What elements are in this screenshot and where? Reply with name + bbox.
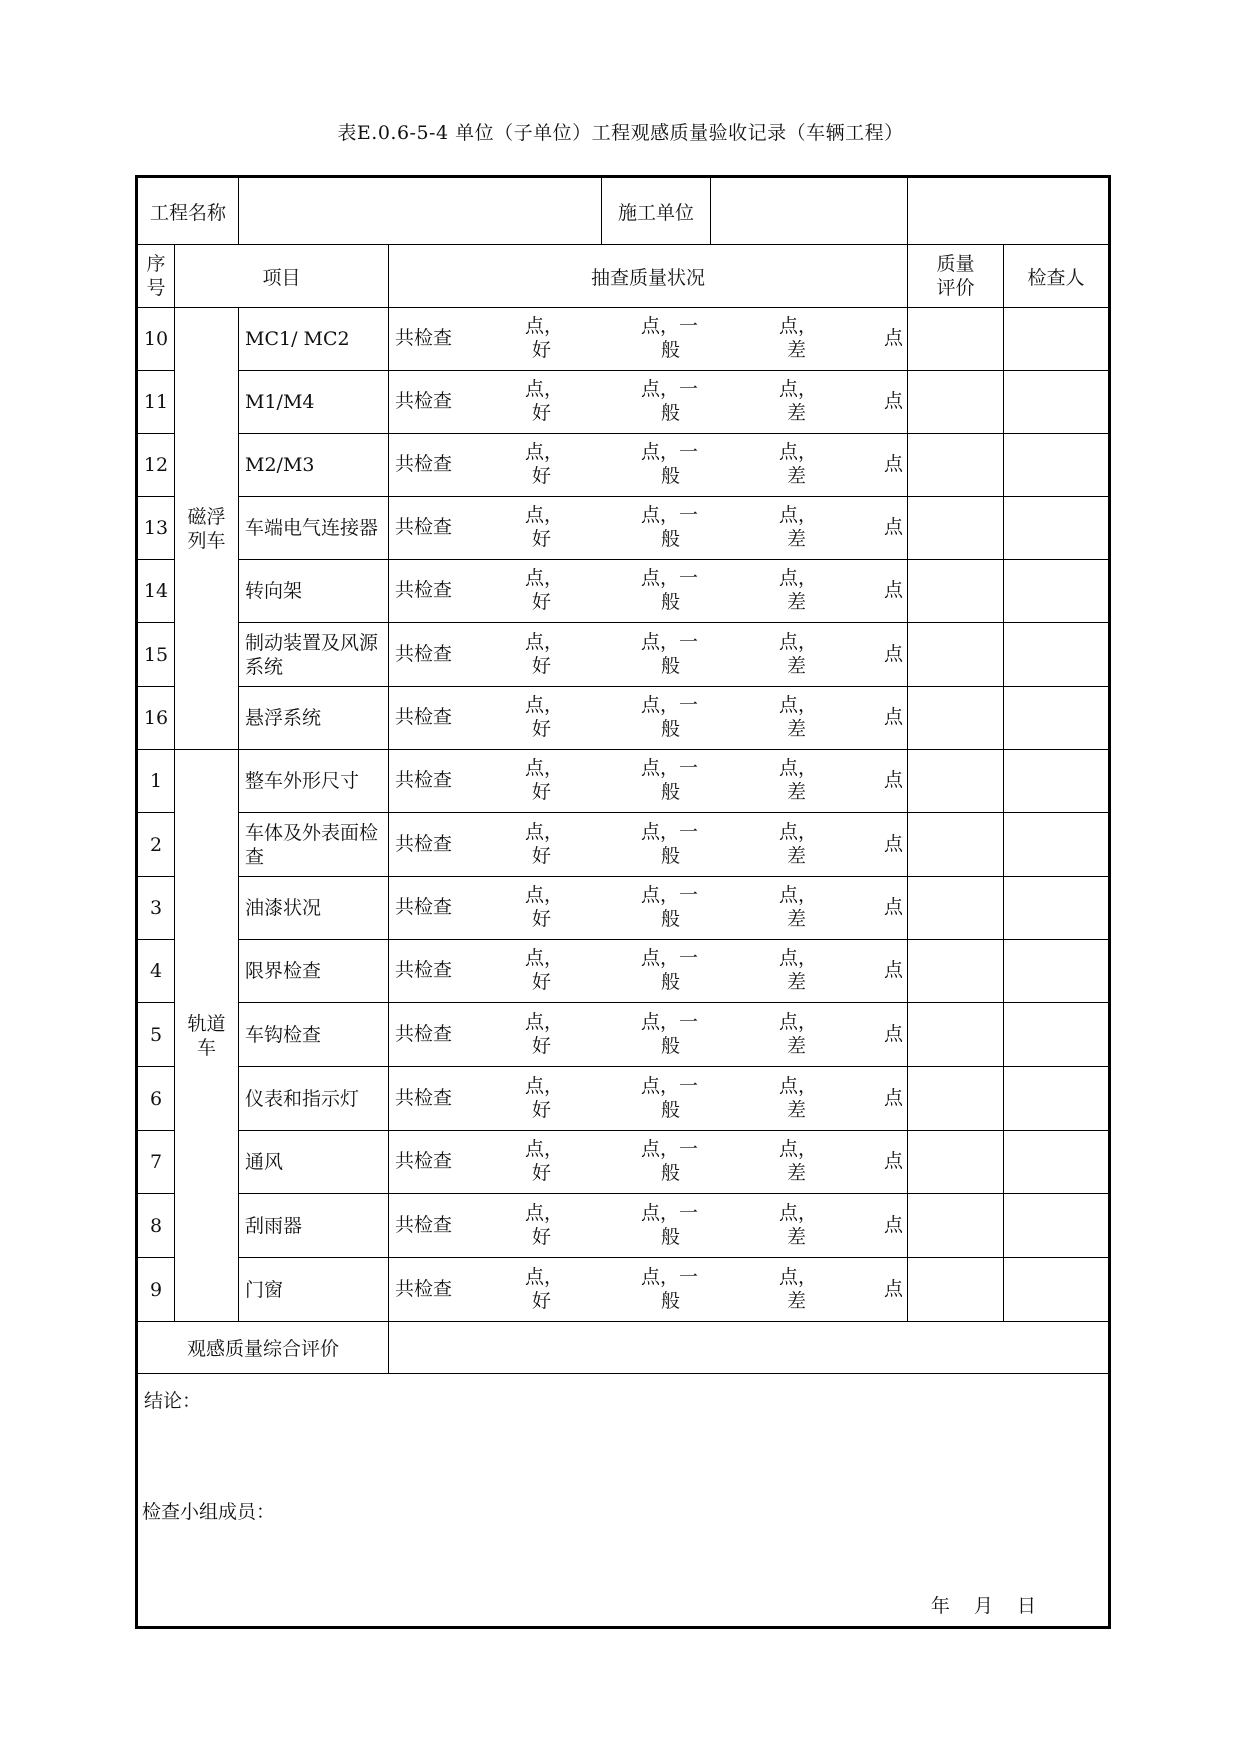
contractor-field[interactable] xyxy=(908,177,1110,245)
point-label: 点， xyxy=(525,884,564,906)
good-label: 好 xyxy=(532,591,552,613)
members-label: 检查小组成员： xyxy=(142,1501,276,1523)
total-label: 共检查 xyxy=(395,1277,453,1300)
point-label: 点 xyxy=(884,642,904,665)
table-row xyxy=(137,308,1110,371)
point-label: 点， xyxy=(779,630,818,653)
general-label: 般 xyxy=(661,781,681,803)
table-row xyxy=(137,750,1110,813)
point-label: 点 xyxy=(884,516,904,538)
inspector-field[interactable] xyxy=(1004,1003,1110,1067)
bad-label: 差 xyxy=(787,465,807,487)
group-name: 磁浮列车 xyxy=(175,308,239,750)
table-row xyxy=(137,1258,1110,1322)
project-name-label: 工程名称 xyxy=(137,177,239,245)
good-label: 好 xyxy=(532,718,552,740)
point-label: 点 xyxy=(884,327,904,349)
form-title: 表E.0.6-5-4 单位（子单位）工程观感质量验收记录（车辆工程） xyxy=(337,122,904,144)
bad-label: 差 xyxy=(787,1289,807,1312)
total-label: 共检查 xyxy=(395,1213,453,1236)
inspector-field[interactable] xyxy=(1004,1067,1110,1131)
row-number: 2 xyxy=(137,813,175,877)
total-label: 共检查 xyxy=(395,642,453,665)
contractor-label: 施工单位 xyxy=(601,178,710,244)
rating-field[interactable] xyxy=(908,1131,1004,1194)
point-label: 点，一 xyxy=(641,1138,699,1160)
general-label: 般 xyxy=(661,528,681,550)
conclusion-field[interactable] xyxy=(137,1374,1110,1628)
rating-field[interactable] xyxy=(908,1194,1004,1258)
point-label: 点， xyxy=(779,378,818,400)
rating-field[interactable] xyxy=(908,371,1004,434)
good-label: 好 xyxy=(532,1289,552,1312)
point-label: 点，一 xyxy=(641,630,699,653)
general-label: 般 xyxy=(661,1162,681,1184)
point-label: 点， xyxy=(779,1138,818,1160)
point-label: 点，一 xyxy=(641,315,699,337)
point-label: 点， xyxy=(525,378,564,400)
bad-label: 差 xyxy=(787,1098,807,1121)
bad-label: 差 xyxy=(787,339,807,361)
row-number: 3 xyxy=(137,877,175,940)
point-label: 点 xyxy=(884,453,904,475)
inspector-field[interactable] xyxy=(1004,623,1110,687)
point-label: 点 xyxy=(884,1022,904,1045)
total-label: 共检查 xyxy=(395,1022,453,1045)
item-name: M1/M4 xyxy=(239,371,389,434)
table-row xyxy=(137,877,1110,940)
bad-label: 差 xyxy=(787,781,807,803)
conclusion-label: 结论： xyxy=(144,1390,202,1412)
general-label: 般 xyxy=(661,844,681,867)
project-name-field[interactable] xyxy=(239,178,601,244)
good-label: 好 xyxy=(532,971,552,993)
table-row xyxy=(137,371,1110,434)
contractor-field-left xyxy=(710,178,907,244)
point-label: 点 xyxy=(884,1277,904,1300)
condition-cell[interactable] xyxy=(389,1131,908,1194)
inspection-form xyxy=(135,175,1111,1629)
general-label: 般 xyxy=(661,908,681,930)
item-name: 限界检查 xyxy=(239,940,389,1003)
point-label: 点， xyxy=(525,694,564,716)
rating-field[interactable] xyxy=(908,1003,1004,1067)
inspector-field[interactable] xyxy=(1004,497,1110,560)
good-label: 好 xyxy=(532,1225,552,1248)
table-row xyxy=(137,813,1110,877)
point-label: 点， xyxy=(525,315,564,337)
point-label: 点，一 xyxy=(641,504,699,526)
point-label: 点， xyxy=(779,1265,818,1288)
good-label: 好 xyxy=(532,908,552,930)
point-label: 点， xyxy=(779,1201,818,1224)
row-number: 15 xyxy=(137,623,175,687)
item-name: M2/M3 xyxy=(239,434,389,497)
total-label: 共检查 xyxy=(395,579,453,601)
col-condition: 抽查质量状况 xyxy=(389,245,908,308)
condition-cell[interactable] xyxy=(389,750,908,813)
point-label: 点， xyxy=(525,1074,564,1097)
row-number: 11 xyxy=(137,371,175,434)
row-number: 10 xyxy=(137,308,175,371)
item-name: 车体及外表面检查 xyxy=(239,813,389,877)
inspector-field[interactable] xyxy=(1004,1194,1110,1258)
table-row xyxy=(137,434,1110,497)
point-label: 点， xyxy=(525,757,564,779)
bad-label: 差 xyxy=(787,654,807,677)
item-name: 车端电气连接器 xyxy=(239,497,389,560)
rating-field[interactable] xyxy=(908,813,1004,877)
point-label: 点 xyxy=(884,579,904,601)
point-label: 点，一 xyxy=(641,820,699,843)
row-number: 6 xyxy=(137,1067,175,1131)
inspector-field[interactable] xyxy=(1004,877,1110,940)
item-name: 整车外形尺寸 xyxy=(239,750,389,813)
point-label: 点 xyxy=(884,390,904,412)
good-label: 好 xyxy=(532,654,552,677)
point-label: 点， xyxy=(525,1010,564,1033)
rating-field[interactable] xyxy=(908,1258,1004,1322)
inspector-field[interactable] xyxy=(1004,940,1110,1003)
col-rating: 质量评价 xyxy=(908,245,1004,308)
good-label: 好 xyxy=(532,339,552,361)
general-label: 般 xyxy=(661,718,681,740)
good-label: 好 xyxy=(532,1098,552,1121)
rating-field[interactable] xyxy=(908,877,1004,940)
general-label: 般 xyxy=(661,339,681,361)
point-label: 点， xyxy=(779,820,818,843)
item-name: MC1/ MC2 xyxy=(239,308,389,371)
header-row xyxy=(137,177,1110,245)
general-label: 般 xyxy=(661,1098,681,1121)
condition-cell[interactable] xyxy=(389,1003,908,1067)
point-label: 点 xyxy=(884,1086,904,1109)
condition-cell[interactable] xyxy=(389,371,908,434)
condition-cell[interactable] xyxy=(389,497,908,560)
general-label: 般 xyxy=(661,465,681,487)
condition-cell[interactable] xyxy=(389,1258,908,1322)
total-label: 共检查 xyxy=(395,896,453,918)
item-name: 刮雨器 xyxy=(239,1194,389,1258)
point-label: 点， xyxy=(779,1010,818,1033)
point-label: 点，一 xyxy=(641,1074,699,1097)
bad-label: 差 xyxy=(787,718,807,740)
point-label: 点， xyxy=(525,441,564,463)
total-label: 共检查 xyxy=(395,516,453,538)
table-row xyxy=(137,940,1110,1003)
col-item: 项目 xyxy=(175,245,389,308)
point-label: 点， xyxy=(525,1265,564,1288)
bad-label: 差 xyxy=(787,844,807,867)
point-label: 点， xyxy=(525,1201,564,1224)
overall-row xyxy=(137,1322,1110,1374)
table-row xyxy=(137,497,1110,560)
general-label: 般 xyxy=(661,402,681,424)
point-label: 点，一 xyxy=(641,694,699,716)
point-label: 点，一 xyxy=(641,378,699,400)
total-label: 共检查 xyxy=(395,769,453,791)
overall-field[interactable] xyxy=(389,1322,1110,1374)
condition-cell[interactable] xyxy=(389,434,908,497)
rating-field[interactable] xyxy=(908,750,1004,813)
total-label: 共检查 xyxy=(395,453,453,475)
col-inspector: 检查人 xyxy=(1004,245,1110,308)
item-name: 油漆状况 xyxy=(239,877,389,940)
bad-label: 差 xyxy=(787,591,807,613)
bad-label: 差 xyxy=(787,908,807,930)
inspector-field[interactable] xyxy=(1004,687,1110,750)
point-label: 点， xyxy=(779,757,818,779)
point-label: 点， xyxy=(525,567,564,589)
point-label: 点， xyxy=(525,1138,564,1160)
point-label: 点 xyxy=(884,832,904,855)
condition-cell[interactable] xyxy=(389,623,908,687)
item-name: 仪表和指示灯 xyxy=(239,1067,389,1131)
table-row xyxy=(137,1003,1110,1067)
general-label: 般 xyxy=(661,591,681,613)
total-label: 共检查 xyxy=(395,1150,453,1172)
condition-cell[interactable] xyxy=(389,1067,908,1131)
good-label: 好 xyxy=(532,528,552,550)
point-label: 点 xyxy=(884,769,904,791)
table-row xyxy=(137,1131,1110,1194)
point-label: 点，一 xyxy=(641,1010,699,1033)
row-number: 16 xyxy=(137,687,175,750)
point-label: 点 xyxy=(884,706,904,728)
inspector-field[interactable] xyxy=(1004,308,1110,371)
general-label: 般 xyxy=(661,1225,681,1248)
table-row xyxy=(137,1067,1110,1131)
condition-cell[interactable] xyxy=(389,940,908,1003)
point-label: 点， xyxy=(779,504,818,526)
rating-field[interactable] xyxy=(908,623,1004,687)
bad-label: 差 xyxy=(787,971,807,993)
rating-field[interactable] xyxy=(908,1067,1004,1131)
inspector-field[interactable] xyxy=(1004,434,1110,497)
rating-field[interactable] xyxy=(908,560,1004,623)
good-label: 好 xyxy=(532,1034,552,1057)
point-label: 点， xyxy=(525,820,564,843)
inspector-field[interactable] xyxy=(1004,813,1110,877)
condition-cell[interactable] xyxy=(389,1194,908,1258)
item-name: 门窗 xyxy=(239,1258,389,1322)
item-name: 通风 xyxy=(239,1131,389,1194)
point-label: 点，一 xyxy=(641,947,699,969)
condition-cell[interactable] xyxy=(389,813,908,877)
total-label: 共检查 xyxy=(395,832,453,855)
inspector-field[interactable] xyxy=(1004,1258,1110,1322)
point-label: 点， xyxy=(525,630,564,653)
total-label: 共检查 xyxy=(395,1086,453,1109)
point-label: 点，一 xyxy=(641,884,699,906)
point-label: 点，一 xyxy=(641,1201,699,1224)
row-number: 1 xyxy=(137,750,175,813)
general-label: 般 xyxy=(661,654,681,677)
good-label: 好 xyxy=(532,844,552,867)
total-label: 共检查 xyxy=(395,959,453,981)
point-label: 点，一 xyxy=(641,567,699,589)
row-number: 8 xyxy=(137,1194,175,1258)
general-label: 般 xyxy=(661,1034,681,1057)
overall-label: 观感质量综合评价 xyxy=(137,1322,389,1374)
table-row xyxy=(137,1194,1110,1258)
inspector-field[interactable] xyxy=(1004,371,1110,434)
condition-cell[interactable] xyxy=(389,687,908,750)
point-label: 点 xyxy=(884,959,904,981)
table-row xyxy=(137,687,1110,750)
point-label: 点， xyxy=(779,884,818,906)
row-number: 14 xyxy=(137,560,175,623)
bad-label: 差 xyxy=(787,1034,807,1057)
good-label: 好 xyxy=(532,465,552,487)
point-label: 点 xyxy=(884,1213,904,1236)
row-number: 12 xyxy=(137,434,175,497)
rating-field[interactable] xyxy=(908,687,1004,750)
item-name: 转向架 xyxy=(239,560,389,623)
bad-label: 差 xyxy=(787,528,807,550)
point-label: 点， xyxy=(779,315,818,337)
rating-field[interactable] xyxy=(908,434,1004,497)
condition-cell[interactable] xyxy=(389,560,908,623)
conclusion-row xyxy=(137,1374,1110,1628)
bad-label: 差 xyxy=(787,1225,807,1248)
bad-label: 差 xyxy=(787,402,807,424)
rating-field[interactable] xyxy=(908,308,1004,371)
item-name: 制动装置及风源系统 xyxy=(239,623,389,687)
condition-cell[interactable] xyxy=(389,308,908,371)
table-row xyxy=(137,623,1110,687)
point-label: 点， xyxy=(525,947,564,969)
good-label: 好 xyxy=(532,1162,552,1184)
row-number: 7 xyxy=(137,1131,175,1194)
point-label: 点， xyxy=(779,1074,818,1097)
table-row xyxy=(137,560,1110,623)
row-number: 9 xyxy=(137,1258,175,1322)
good-label: 好 xyxy=(532,781,552,803)
row-number: 4 xyxy=(137,940,175,1003)
general-label: 般 xyxy=(661,971,681,993)
point-label: 点， xyxy=(779,947,818,969)
row-number: 13 xyxy=(137,497,175,560)
row-number: 5 xyxy=(137,1003,175,1067)
item-name: 车钩检查 xyxy=(239,1003,389,1067)
point-label: 点， xyxy=(525,504,564,526)
good-label: 好 xyxy=(532,402,552,424)
condition-cell[interactable] xyxy=(389,877,908,940)
bad-label: 差 xyxy=(787,1162,807,1184)
point-label: 点 xyxy=(884,1150,904,1172)
point-label: 点， xyxy=(779,441,818,463)
point-label: 点， xyxy=(779,694,818,716)
rating-field[interactable] xyxy=(908,940,1004,1003)
date-label: 年 月 日 xyxy=(930,1595,1037,1617)
total-label: 共检查 xyxy=(395,706,453,728)
general-label: 般 xyxy=(661,1289,681,1312)
total-label: 共检查 xyxy=(395,327,453,349)
rating-field[interactable] xyxy=(908,497,1004,560)
point-label: 点 xyxy=(884,896,904,918)
point-label: 点，一 xyxy=(641,441,699,463)
total-label: 共检查 xyxy=(395,390,453,412)
point-label: 点，一 xyxy=(641,757,699,779)
point-label: 点，一 xyxy=(641,1265,699,1288)
inspector-field[interactable] xyxy=(1004,750,1110,813)
column-header-row xyxy=(137,245,1110,308)
group-name: 轨道车 xyxy=(175,750,239,1322)
col-seq: 序号 xyxy=(137,245,175,308)
point-label: 点， xyxy=(779,567,818,589)
item-name: 悬浮系统 xyxy=(239,687,389,750)
inspector-field[interactable] xyxy=(1004,1131,1110,1194)
inspector-field[interactable] xyxy=(1004,560,1110,623)
